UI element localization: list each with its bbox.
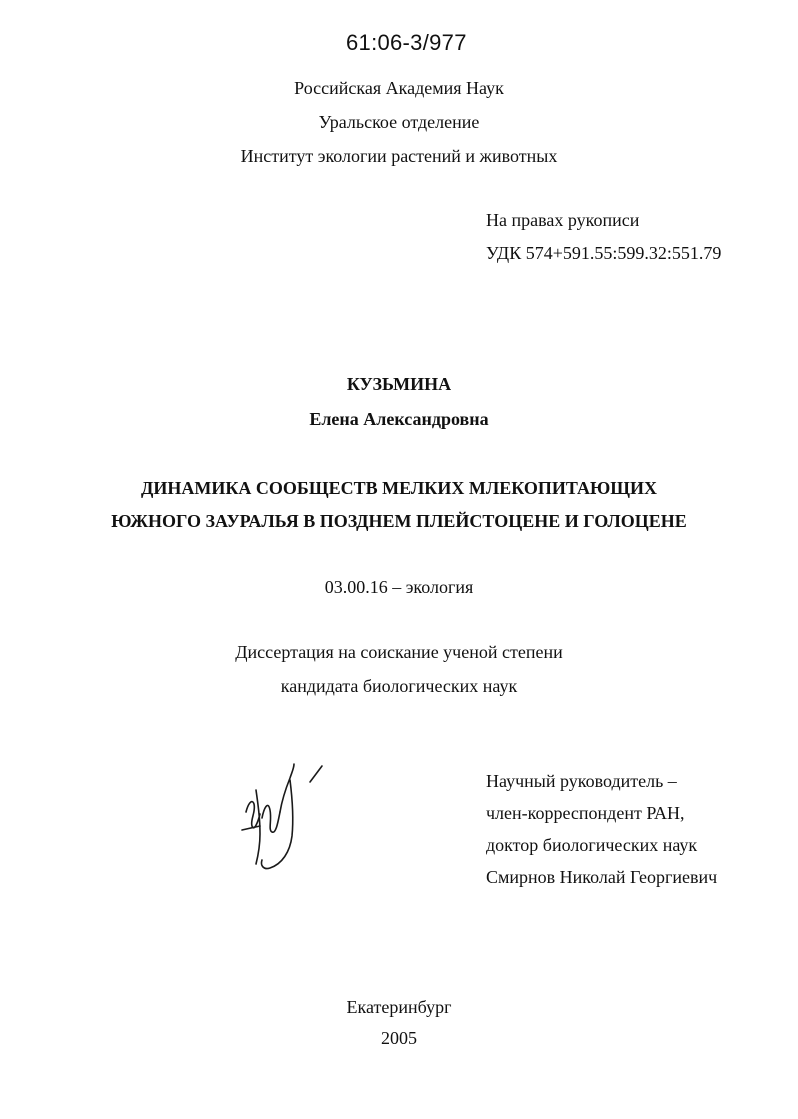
udc-code: УДК 574+591.55:599.32:551.79 <box>486 243 722 263</box>
author-surname: КУЗЬМИНА <box>346 374 452 394</box>
institute-name: Институт экологии растений и животных <box>240 146 558 166</box>
supervisor-name: Смирнов Николай Георгиевич <box>486 867 718 887</box>
specialty-code: 03.00.16 – экология <box>324 577 474 597</box>
catalog-number: 61:06-3/977 <box>346 30 467 55</box>
manuscript-rights: На правах рукописи <box>486 210 640 230</box>
supervisor-role: Научный руководитель – <box>486 771 677 791</box>
academy-name: Российская Академия Наук <box>294 78 504 98</box>
handwritten-signature <box>238 760 328 875</box>
degree-line-2: кандидата биологических наук <box>280 676 518 696</box>
degree-line-1: Диссертация на соискание ученой степени <box>235 642 563 662</box>
supervisor-rank: член-корреспондент РАН, <box>486 803 685 823</box>
author-given-names: Елена Александровна <box>309 409 489 429</box>
year: 2005 <box>381 1028 417 1048</box>
branch-name: Уральское отделение <box>318 112 480 132</box>
city: Екатеринбург <box>346 997 452 1017</box>
thesis-title-line-2: ЮЖНОГО ЗАУРАЛЬЯ В ПОЗДНЕМ ПЛЕЙСТОЦЕНЕ И ГОЛОЦЕНЕ <box>111 511 687 531</box>
supervisor-degree: доктор биологических наук <box>486 835 698 855</box>
thesis-title-line-1: ДИНАМИКА СООБЩЕСТВ МЕЛКИХ МЛЕКОПИТАЮЩИХ <box>141 478 657 498</box>
